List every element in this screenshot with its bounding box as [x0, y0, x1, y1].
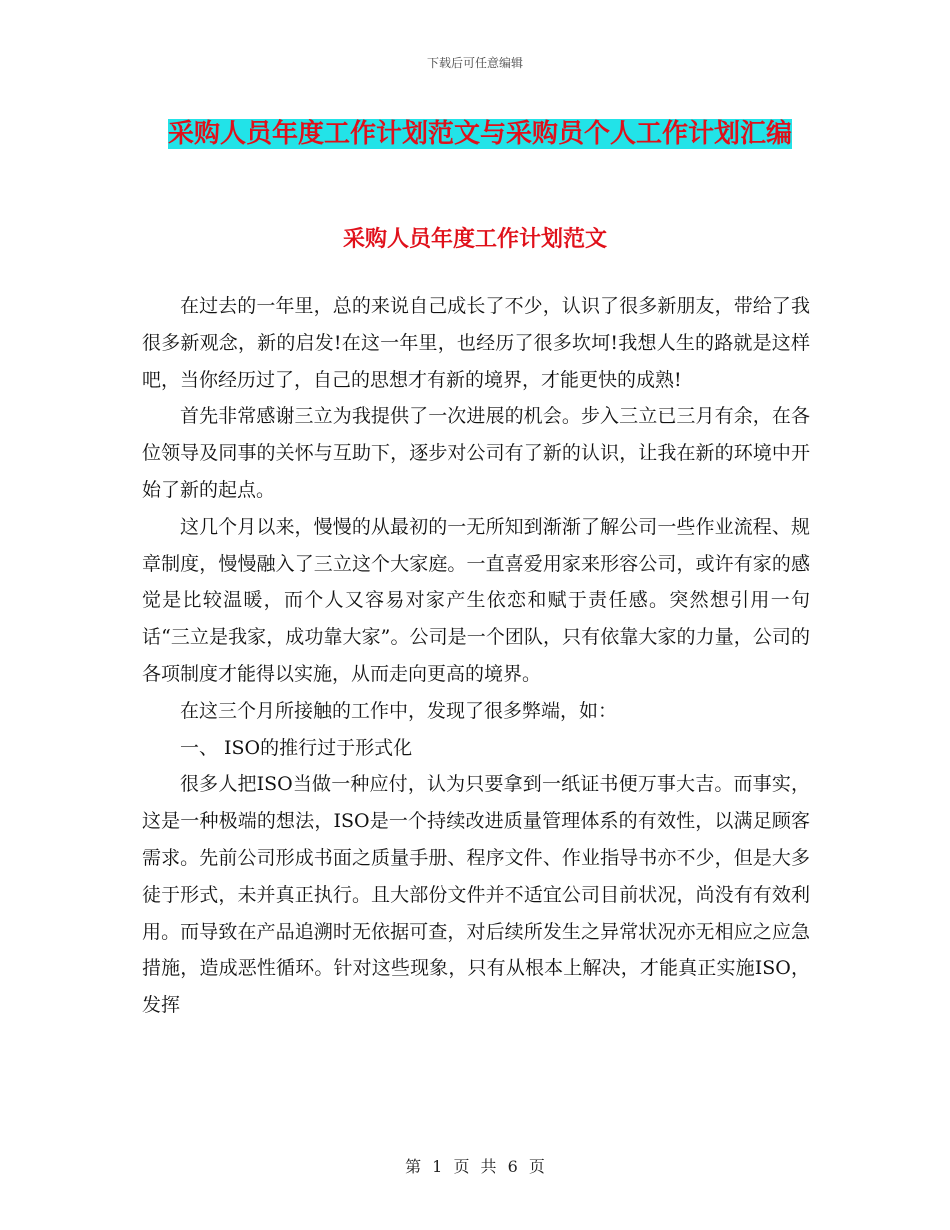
list-heading: 一、 ISO的推行过于形式化: [180, 736, 413, 759]
document-title: [150, 112, 810, 156]
paragraph: 在过去的一年里，总的来说自己成长了不少，认识了很多新朋友，带给了我很多新观念，新的启发!在这一年里，也经历了很多坎坷!我想人生的路就是这样吧，当你经历过了，自己的思想才有新的境界，才能更快的成熟!: [142, 295, 810, 391]
paragraph: 在这三个月所接触的工作中，发现了很多弊端，如：: [180, 699, 618, 722]
paragraph: 这几个月以来，慢慢的从最初的一无所知到渐渐了解公司一些作业流程、规章制度，慢慢融入了三立这个大家庭。一直喜爱用家来形容公司，或许有家的感觉是比较温暖，而个人又容易对家产生依恋和赋于责任感。突然想引用一句话“三立是我家，成功靠大家”。公司是一个团队，只有依靠大家的力量，公司的各项制度才能得以实施，从而走向更高的境界。: [142, 515, 810, 685]
page-footer: 第 1 页 共 6 页: [405, 1157, 545, 1176]
header-note: 下载后可任意编辑: [426, 56, 523, 70]
document-title-text: 采购人员年度工作计划范文与采购员个人工作计划汇编: [167, 119, 792, 149]
paragraph: 很多人把ISO当做一种应付，认为只要拿到一纸证书便万事大吉。而事实，这是一种极端的想法，ISO是一个持续改进质量管理体系的有效性，以满足顾客需求。先前公司形成书面之质量手册、程序文件、作业指导书亦不少，但是大多徒于形式，未并真正执行。且大部份文件并不适宜公司目前状况，尚没有有效利用。而导致在产品追溯时无依据可查，对后续所发生之异常状况亦无相应之应急措施，造成恶性循环。针对这些现象，只有从根本上解决，才能真正实施ISO，发挥: [142, 773, 810, 1017]
paragraph: 首先非常感谢三立为我提供了一次进展的机会。步入三立已三月有余，在各位领导及同事的关怀与互助下，逐步对公司有了新的认识，让我在新的环境中开始了新的起点。: [142, 405, 810, 501]
document-body: [142, 288, 810, 1024]
section-title: 采购人员年度工作计划范文: [342, 227, 607, 252]
